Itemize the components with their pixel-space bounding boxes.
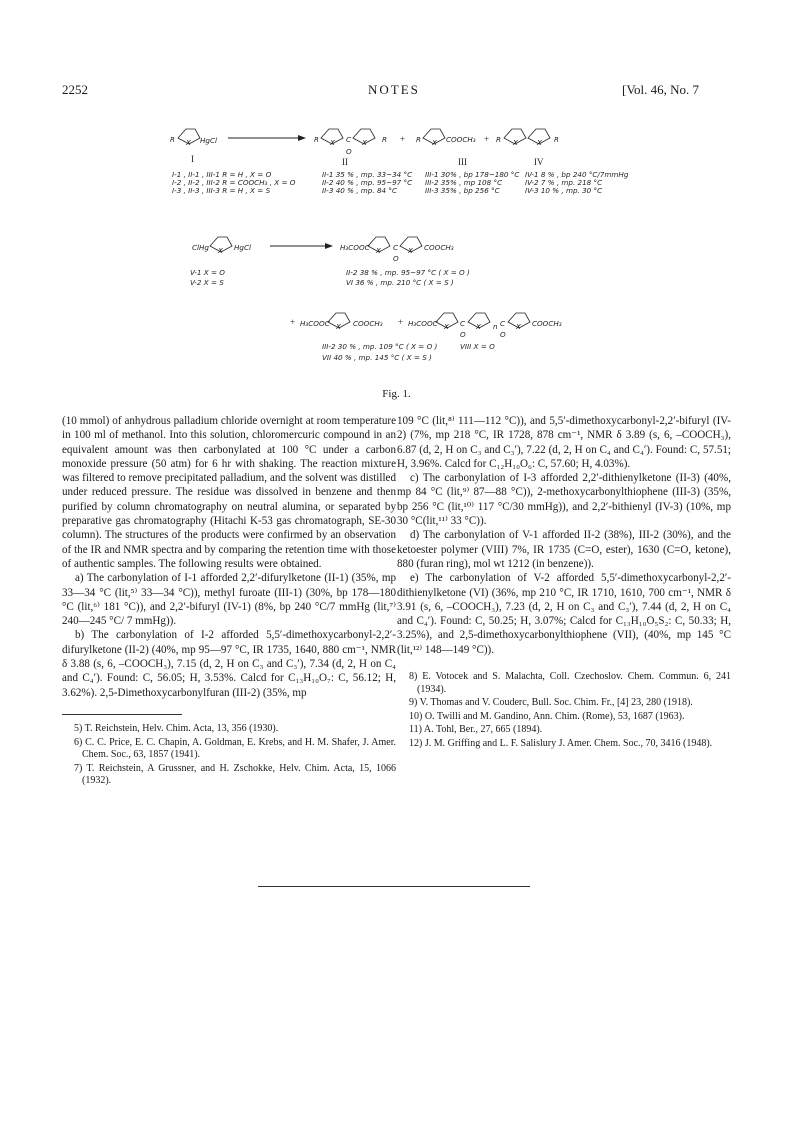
ester-group: H₃COOC bbox=[300, 319, 330, 328]
r-group: R bbox=[554, 135, 559, 144]
carbonyl-carbon: C bbox=[393, 243, 399, 252]
compound-label-III: III bbox=[458, 157, 467, 167]
footnote: 7) T. Reichstein, A Grussner, and H. Zschokke, Helv. Chim. Acta, 15, 1066 (1932). bbox=[74, 762, 396, 787]
definition-line: I-1 , II-1 , III-1 R = H , X = O bbox=[172, 170, 272, 179]
yield-line: II-3 40 % , mp. 84 °C bbox=[322, 186, 397, 195]
yield-line: VIII X = O bbox=[460, 342, 495, 351]
x-atom: X bbox=[376, 246, 381, 255]
paragraph: e) The carbonylation of V-2 afforded 5,5′-dimethoxycarbonyl-2,2′-dithienylketone (VI) (36%, mp 210 °C, IR 1710, 1610, 700 cm⁻¹, NMR δ 3.91 (s, 6, –COOCH₃), 7.23 (d, 2, H on C₃ and C₃′), 7.44 (d, 2, H on C₄ and C₄′). Found: C, 50.25; H, 3.07%; Calcd for C₁₃H₁₀O₅S₂: C, 50.33; H, 3.25%), and 2,5-dimethoxycarbonylthiophene (VII), (40%, mp 145 °C (lit,¹²⁾ 148—149 °C)). bbox=[397, 572, 731, 656]
ester-group: COOCH₃ bbox=[424, 243, 454, 252]
yield-line: IV-1 8 % , bp 240 °C/7mmHg bbox=[525, 170, 629, 179]
r-group: R bbox=[314, 135, 319, 144]
arrow-head bbox=[298, 135, 306, 141]
carbonyl-oxygen: O bbox=[460, 330, 466, 339]
paragraph: a) The carbonylation of I-1 afforded 2,2′-difurylketone (II-1) (35%, mp 33—34 °C (lit,⁵⁾ 33—34 °C)), methyl furoate (III-1) (30%, bp 178—180 °C (lit,⁶⁾ 181 °C)), and 2,2′-bifuryl (IV-1) (8%, bp 240 °C/7 mmHg (lit,⁷⁾ 240—245 °C/ 7 mmHg)). bbox=[62, 572, 396, 628]
yield-line: III-1 30% , bp 178~180 °C bbox=[425, 170, 520, 179]
yield-line: VI 36 % , mp. 210 °C ( X = S ) bbox=[346, 278, 454, 287]
footnote: 12) J. M. Griffing and L. F. Salislury J. Amer. Chem. Soc., 70, 3416 (1948). bbox=[409, 738, 713, 750]
figure-caption: Fig. 1. bbox=[382, 388, 411, 400]
compound-label-II: II bbox=[342, 157, 348, 167]
hgcl-group: HgCl bbox=[234, 243, 251, 252]
ester-group: COOCH₃ bbox=[353, 319, 383, 328]
reaction-scheme-2 bbox=[150, 228, 730, 378]
repeat-index: n bbox=[493, 322, 498, 331]
r-group: R bbox=[170, 135, 175, 144]
x-atom: X bbox=[362, 138, 367, 147]
r-group: R bbox=[382, 135, 387, 144]
left-column bbox=[62, 414, 396, 789]
yield-line: IV-3 10 % , mp. 30 °C bbox=[525, 186, 603, 195]
x-atom: X bbox=[432, 138, 437, 147]
plus-sign: + bbox=[484, 134, 490, 144]
footnote: 8) E. Votocek and S. Malachta, Coll. Czechoslov. Chem. Commun. 6, 241 (1934). bbox=[409, 671, 731, 695]
yield-line: II-1 35 % , mp. 33~34 °C bbox=[322, 170, 413, 179]
hgcl-group: HgCl bbox=[200, 136, 217, 145]
plus-sign: + bbox=[398, 317, 404, 327]
x-atom: X bbox=[186, 138, 191, 147]
x-atom: X bbox=[336, 322, 341, 331]
yield-line: IV-2 7 % , mp. 218 °C bbox=[525, 178, 603, 187]
carbonyl-oxygen: O bbox=[500, 330, 506, 339]
x-atom: X bbox=[218, 246, 223, 255]
footnote-divider bbox=[62, 714, 182, 715]
page-number: 2252 bbox=[62, 82, 88, 97]
x-atom: X bbox=[537, 138, 542, 147]
definition-line: V-2 X = S bbox=[190, 278, 224, 287]
x-atom: X bbox=[476, 322, 481, 331]
paragraph: d) The carbonylation of V-1 afforded II-2 (38%), III-2 (30%), and the ketoester polymer (VIII) 7%, IR 1735 (C=O, ester), 1630 (C=O, ketone), 880 (furan ring), mol wt 1212 (in benzene)). bbox=[397, 529, 731, 570]
paragraph: c) The carbonylation of I-3 afforded 2,2′-dithienylketone (II-3) (40%, mp 84 °C (lit,⁹⁾ 87—88 °C)), 2-methoxycarbonylthiophene (III-3) (35%, bp 256 °C (lit,¹⁰⁾ 117 °C/30 mmHg)), and 2,2′-bithienyl (IV-3) (10%, mp 30 °C(lit,¹¹⁾ 33 °C)). bbox=[397, 472, 731, 528]
end-rule bbox=[258, 886, 530, 887]
running-section-title: NOTES bbox=[368, 82, 420, 97]
compound-label-I: I bbox=[191, 154, 194, 164]
x-atom: X bbox=[330, 138, 335, 147]
x-atom: X bbox=[408, 246, 413, 255]
compound-label-IV: IV bbox=[534, 157, 544, 167]
right-column bbox=[397, 414, 731, 752]
paragraph: b) The carbonylation of I-2 afforded 5,5′-dimethoxycarbonyl-2,2′-difurylketone (II-2) (40%, mp 95—97 °C, IR 1735, 1640, 880 cm⁻¹, NMR δ 3.88 (s, 6, –COOCH₃), 7.15 (d, 2, H on C₃ and C₃′), 7.34 (d, 2, H on C₄ and C₄′). Found: C, 56.05; H, 3.53%. Calcd for C₁₃H₁₀O₇: C, 56.12; H, 3.62%). 2,5-Dimethoxycarbonylfuran (III-2) (35%, mp bbox=[62, 629, 396, 699]
ester-group: COOCH₃ bbox=[532, 319, 562, 328]
x-atom: X bbox=[444, 322, 449, 331]
x-atom: X bbox=[513, 138, 518, 147]
carbonyl-carbon: C bbox=[500, 319, 506, 328]
ester-group: H₃COOC bbox=[408, 319, 438, 328]
footnote: 11) A. Tohl, Ber., 27, 665 (1894). bbox=[409, 724, 543, 736]
footnote: 9) V. Thomas and V. Couderc, Bull. Soc. Chim. Fr., [4] 23, 280 (1918). bbox=[409, 697, 693, 709]
r-group: R bbox=[416, 135, 421, 144]
r-group: R bbox=[496, 135, 501, 144]
clhg-group: ClHg bbox=[192, 243, 209, 252]
footnote: 5) T. Reichstein, Helv. Chim. Acta, 13, 356 (1930). bbox=[74, 722, 279, 734]
plus-sign: + bbox=[290, 317, 296, 327]
reaction-scheme-1 bbox=[150, 112, 730, 195]
yield-line: III-2 35% , mp 108 °C bbox=[425, 178, 503, 187]
scheme-2-drawing bbox=[150, 228, 730, 378]
x-atom: X bbox=[516, 322, 521, 331]
ester-group: COOCH₃ bbox=[446, 135, 476, 144]
carbonyl-carbon: C bbox=[460, 319, 466, 328]
definition-line: I-2 , II-2 , III-2 R = COOCH₃ , X = O bbox=[172, 178, 296, 187]
carbonyl-oxygen: O bbox=[393, 254, 399, 263]
yield-line: III-2 30 % , mp. 109 °C ( X = O ) bbox=[322, 342, 438, 351]
yield-line: III-3 35% , bp 256 °C bbox=[425, 186, 500, 195]
paragraph: 109 °C (lit,⁸⁾ 111—112 °C)), and 5,5′-dimethoxycarbonyl-2,2′-bifuryl (IV-2) (7%, mp 218 °C, IR 1728, 878 cm⁻¹, NMR δ 3.89 (s, 6, –COOCH₃), 6.87 (d, 2, H on C₃ and C₃′), 7.22 (d, 2, H on C₄ and C₄′). Found: C, 57.51; H, 3.96%. Calcd for C₁₂H₁₀O₆: C, 57.60; H, 4.03%). bbox=[397, 415, 731, 470]
footnote: 10) O. Twilli and M. Gandino, Ann. Chim. (Rome), 53, 1687 (1963). bbox=[409, 710, 685, 722]
ester-group: H₃COOC bbox=[340, 243, 370, 252]
scheme-1-drawing bbox=[150, 112, 730, 195]
yield-line: II-2 38 % , mp. 95~97 °C ( X = O ) bbox=[346, 268, 470, 277]
volume-issue: [Vol. 46, No. 7 bbox=[622, 82, 700, 97]
footnote: 6) C. C. Price, E. C. Chapin, A. Goldman, E. Krebs, and H. M. Shafer, J. Amer. Chem. Soc., 63, 1857 (1941). bbox=[74, 736, 396, 761]
carbonyl-carbon: C bbox=[346, 135, 352, 144]
definition-line: V-1 X = O bbox=[190, 268, 225, 277]
paragraph: (10 mmol) of anhydrous palladium chloride overnight at room temperature in 100 ml of methanol. Into this solution, chloromercuric compound in an equivalent amount was then carbonylated at 100 °C under a carbon monoxide pressure (50 atm) for 6 hr with shaking. The reaction mixture was filtered to remove precipitated palladium, and the solvent was distilled under reduced pressure. The residue was dissolved in benzene and then purified by column chromatography on neutral alumina, or separated by preparative gas chromatography (Hitachi K-53 gas chromatograph, SE-30 column). The structures of the products were confirmed by an observation of the IR and NMR spectra and by comparing the retention time with those of authentic samples. The following results were obtained. bbox=[62, 415, 396, 570]
plus-sign: + bbox=[400, 134, 406, 144]
carbonyl-oxygen: O bbox=[346, 147, 352, 156]
arrow-head bbox=[325, 243, 333, 249]
yield-line: VII 40 % , mp. 145 °C ( X = S ) bbox=[322, 353, 432, 362]
yield-line: II-2 40 % , mp. 95~97 °C bbox=[322, 178, 413, 187]
definition-line: I-3 , II-3 , III-3 R = H , X = S bbox=[172, 186, 271, 195]
